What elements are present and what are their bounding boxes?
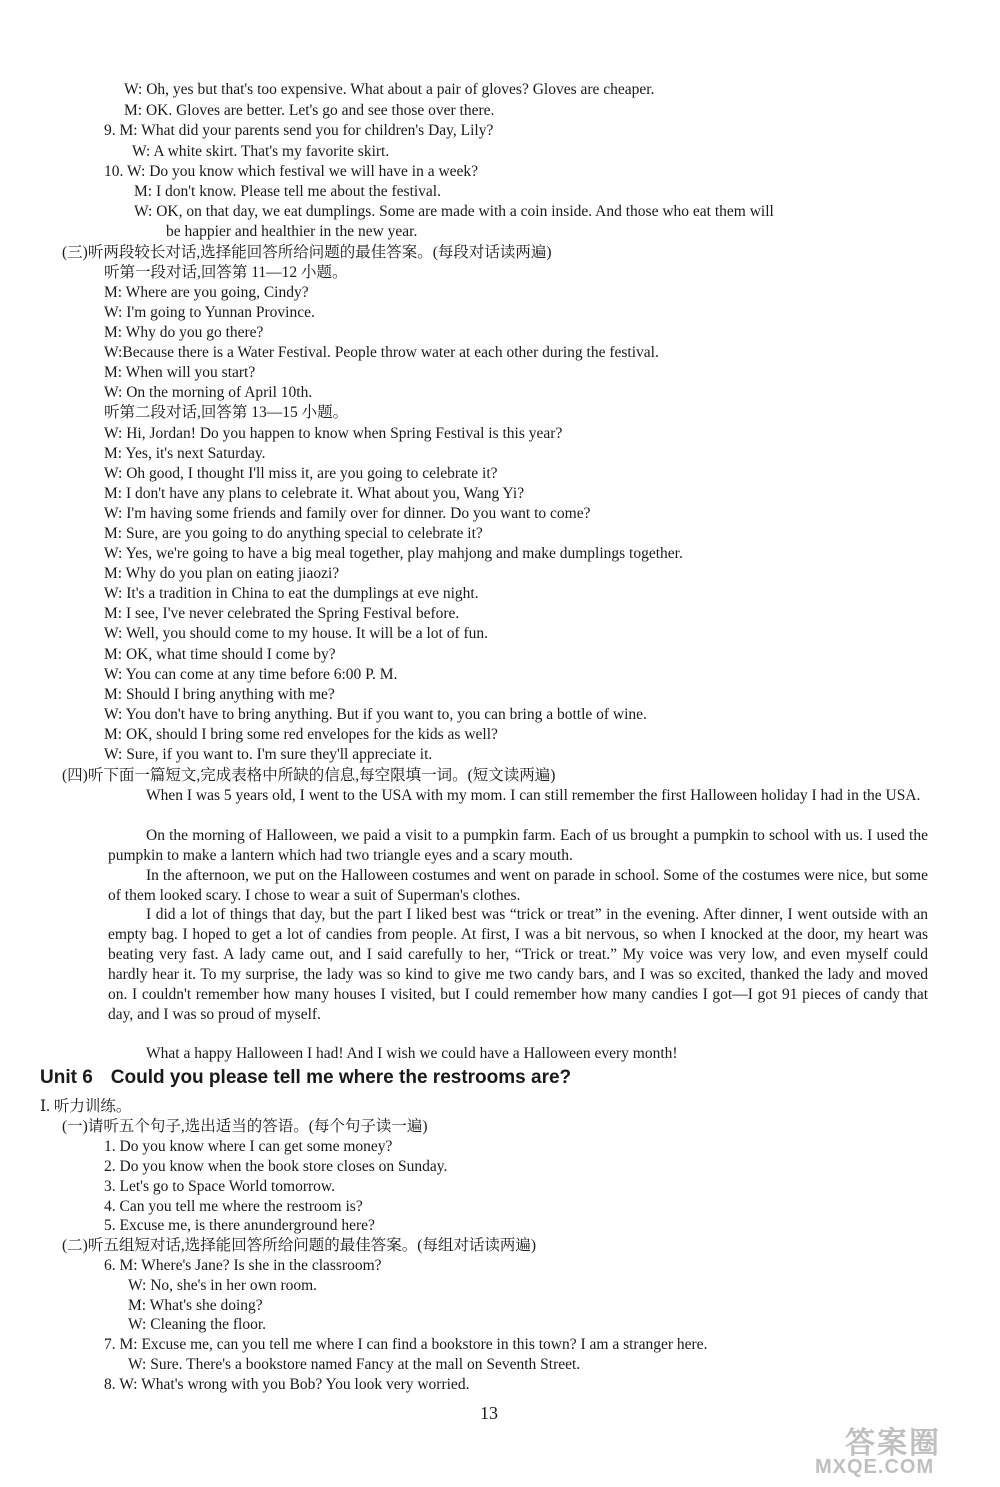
dialog-line: M: OK. Gloves are better. Let's go and see those over there. <box>124 102 495 119</box>
dialog-line: 6. M: Where's Jane? Is she in the classroom? <box>104 1257 382 1274</box>
dialog-line: W: You can come at any time before 6:00 P. M. <box>104 666 398 683</box>
dialog-line: W: It's a tradition in China to eat the dumplings at eve night. <box>104 585 479 602</box>
section-heading: (二)听五组短对话,选择能回答所给问题的最佳答案。(每组对话读两遍) <box>62 1237 537 1254</box>
dialog-line: M: Should I bring anything with me? <box>104 686 335 703</box>
watermark <box>815 1418 985 1478</box>
dialog-line: W: Sure, if you want to. I'm sure they'll appreciate it. <box>104 746 433 763</box>
dialog-line: W: I'm having some friends and family over for dinner. Do you want to come? <box>104 505 591 522</box>
question-line: 1. Do you know where I can get some money? <box>104 1138 393 1155</box>
dialog-line: 8. W: What's wrong with you Bob? You look very worried. <box>104 1376 470 1393</box>
passage-paragraph: On the morning of Halloween, we paid a visit to a pumpkin farm. Each of us brought a pumpkin to school with us. I used the pumpkin to make a lantern which had two triangle eyes and a scary mouth. <box>108 827 928 864</box>
dialog-line: M: OK, should I bring some red envelopes for the kids as well? <box>104 726 498 743</box>
dialog-line: W: Hi, Jordan! Do you happen to know when Spring Festival is this year? <box>104 425 563 442</box>
unit-title-text: Could you please tell me where the restrooms are? <box>110 1067 572 1088</box>
dialog-line: W: Oh, yes but that's too expensive. What about a pair of gloves? Gloves are cheaper. <box>124 81 655 98</box>
dialog-line: M: When will you start? <box>104 364 256 381</box>
passage-paragraph: What a happy Halloween I had! And I wish we could have a Halloween every month! <box>146 1045 678 1062</box>
dialog-line: W: You don't have to bring anything. But if you want to, you can bring a bottle of wine. <box>104 706 647 723</box>
dialog-line: W: Cleaning the floor. <box>128 1316 267 1333</box>
dialog-heading: 听第二段对话,回答第 13—15 小题。 <box>104 404 349 421</box>
dialog-line: W: Yes, we're going to have a big meal together, play mahjong and make dumplings together. <box>104 545 683 562</box>
dialog-line: M: I see, I've never celebrated the Spring Festival before. <box>104 605 460 622</box>
section-heading: (四)听下面一篇短文,完成表格中所缺的信息,每空限填一词。(短文读两遍) <box>62 767 556 784</box>
dialog-line: W: Oh good, I thought I'll miss it, are you going to celebrate it? <box>104 465 498 482</box>
page-number: 13 <box>480 1403 498 1423</box>
dialog-line: be happier and healthier in the new year. <box>166 223 418 240</box>
passage-paragraph: In the afternoon, we put on the Halloween costumes and went on parade in school. Some of the costumes were nice, but some of them looked scary. I chose to wear a suit of Superman's clothes. <box>108 867 928 904</box>
passage-paragraph: I did a lot of things that day, but the part I liked best was “trick or treat” in the evening. After dinner, I went outside with an empty bag. I hoped to get a lot of candies from people. At first, I was a bit nervous, so when I knocked at the door, my heart was beating very fast. A lady came out, and I said carefully to her, “Trick or treat.” My voice was very low, and even myself could hardly hear it. To my surprise, the lady was so kind to give me two candy bars, and I was so excited, thanked the lady and moved on. I couldn't remember how many houses I visited, but I could remember how many candies I got—I got 91 pieces of candy that day, and I was so proud of myself. <box>108 906 928 1023</box>
unit-number: Unit 6 <box>40 1067 93 1088</box>
part-heading: Ⅰ. 听力训练。 <box>40 1098 132 1115</box>
dialog-line: M: I don't know. Please tell me about the festival. <box>134 183 441 200</box>
dialog-line: M: Sure, are you going to do anything special to celebrate it? <box>104 525 483 542</box>
passage-paragraph: When I was 5 years old, I went to the USA with my mom. I can still remember the first Halloween holiday I had in the USA. <box>146 787 921 804</box>
dialog-line: M: Where are you going, Cindy? <box>104 284 309 301</box>
dialog-line: W: Sure. There's a bookstore named Fancy at the mall on Seventh Street. <box>128 1356 581 1373</box>
dialog-line: M: Yes, it's next Saturday. <box>104 445 266 462</box>
dialog-heading: 听第一段对话,回答第 11—12 小题。 <box>104 264 348 281</box>
section-heading: (一)请听五个句子,选出适当的答语。(每个句子读一遍) <box>62 1118 428 1135</box>
unit-title <box>40 1067 571 1089</box>
section-heading: (三)听两段较长对话,选择能回答所给问题的最佳答案。(每段对话读两遍) <box>62 244 552 261</box>
dialog-line: 7. M: Excuse me, can you tell me where I can find a bookstore in this town? I am a stranger here. <box>104 1336 708 1353</box>
dialog-line: M: What's she doing? <box>128 1297 263 1314</box>
dialog-line: W:Because there is a Water Festival. People throw water at each other during the festival. <box>104 344 659 361</box>
dialog-line: 10. W: Do you know which festival we will have in a week? <box>104 163 479 180</box>
dialog-line: W: Well, you should come to my house. It will be a lot of fun. <box>104 625 489 642</box>
question-line: 4. Can you tell me where the restroom is? <box>104 1198 363 1215</box>
dialog-line: M: I don't have any plans to celebrate it. What about you, Wang Yi? <box>104 485 525 502</box>
dialog-line: W: On the morning of April 10th. <box>104 384 313 401</box>
question-line: 2. Do you know when the book store closes on Sunday. <box>104 1158 448 1175</box>
dialog-line: W: A white skirt. That's my favorite skirt. <box>132 143 390 160</box>
question-line: 5. Excuse me, is there anunderground here? <box>104 1217 375 1234</box>
dialog-line: M: OK, what time should I come by? <box>104 646 336 663</box>
watermark-logo: 答案圈 <box>845 1427 941 1460</box>
dialog-line: M: Why do you go there? <box>104 324 264 341</box>
dialog-line: W: OK, on that day, we eat dumplings. Some are made with a coin inside. And those who eat them will <box>134 203 774 220</box>
dialog-line: 9. M: What did your parents send you for children's Day, Lily? <box>104 122 494 139</box>
question-line: 3. Let's go to Space World tomorrow. <box>104 1178 335 1195</box>
dialog-line: W: No, she's in her own room. <box>128 1277 318 1294</box>
dialog-line: W: I'm going to Yunnan Province. <box>104 304 315 321</box>
dialog-line: M: Why do you plan on eating jiaozi? <box>104 565 340 582</box>
watermark-url: MXQE.COM <box>815 1456 935 1478</box>
